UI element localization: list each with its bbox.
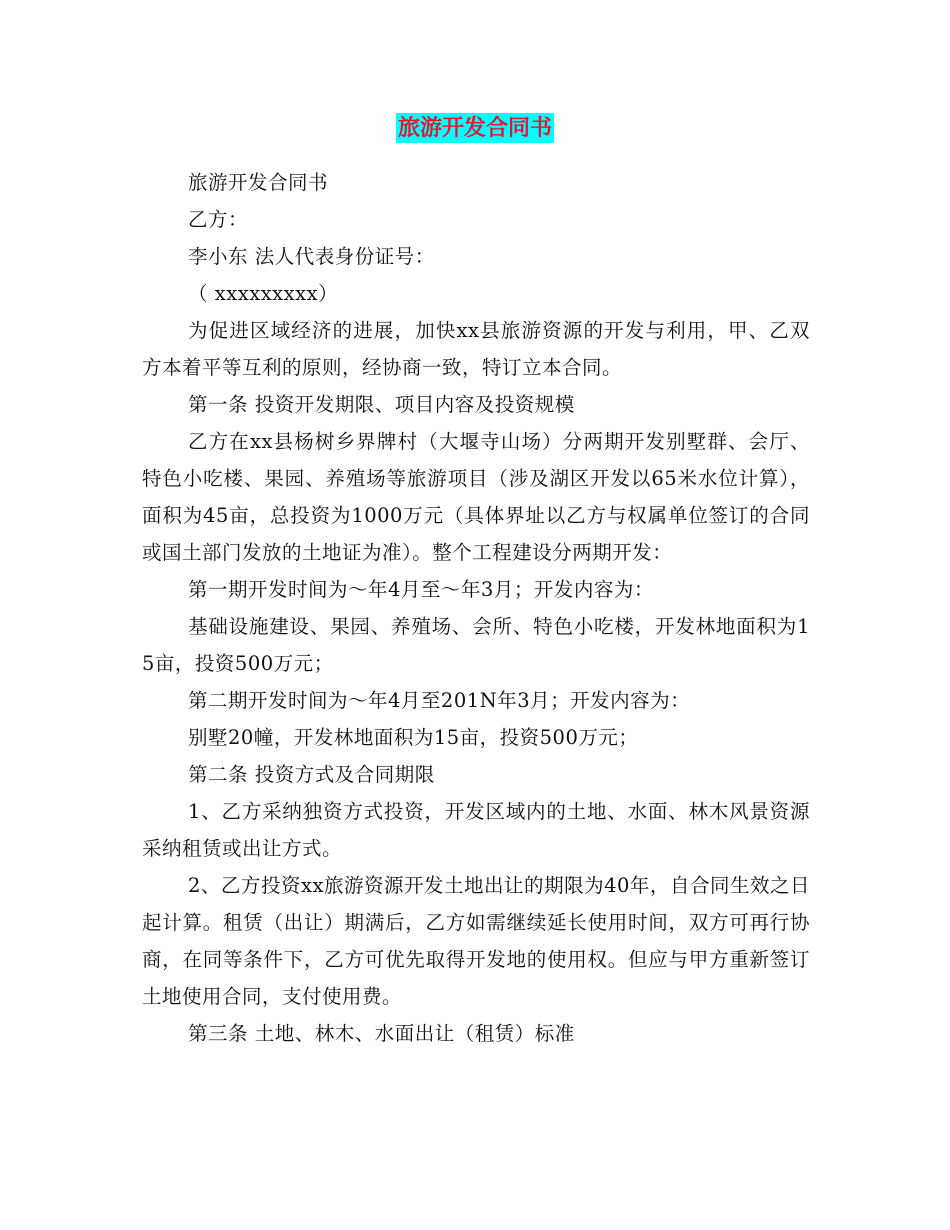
paragraph: 别墅20幢，开发林地面积为15亩，投资500万元； — [188, 726, 639, 749]
paragraph: 旅游开发合同书 — [188, 171, 329, 194]
document-body — [142, 164, 810, 1052]
paragraph: 第二期开发时间为～年4月至201N年3月；开发内容为： — [188, 689, 691, 712]
title-container — [0, 113, 950, 143]
document-title: 旅游开发合同书 — [397, 115, 552, 141]
paragraph: 基础设施建设、果园、养殖场、会所、特色小吃楼，开发林地面积为15亩，投资500万元； — [142, 615, 810, 675]
paragraph: 第一条 投资开发期限、项目内容及投资规模 — [188, 393, 575, 416]
paragraph: 乙方在xx县杨树乡界牌村（大堰寺山场）分两期开发别墅群、会厅、特色小吃楼、果园、养殖场等旅游项目（涉及湖区开发以65米水位计算），面积为45亩，总投资为1000万元（具体界址以乙方与权属单位签订的合同或国土部门发放的土地证为准）。整个工程建设分两期开发： — [142, 430, 810, 564]
paragraph: 李小东 法人代表身份证号： — [188, 245, 435, 268]
paragraph: 乙方： — [188, 208, 249, 231]
paragraph: 为促进区域经济的进展，加快xx县旅游资源的开发与利用，甲、乙双方本着平等互利的原则，经协商一致，特订立本合同。 — [142, 319, 810, 379]
paragraph: 1、乙方采纳独资方式投资，开发区域内的土地、水面、林木风景资源采纳租赁或出让方式。 — [142, 800, 810, 860]
paragraph: 第三条 土地、林木、水面出让（租赁）标准 — [188, 1022, 575, 1045]
paragraph: 第二条 投资方式及合同期限 — [188, 763, 435, 786]
paragraph: 2、乙方投资xx旅游资源开发土地出让的期限为40年，自合同生效之日起计算。租赁（出让）期满后，乙方如需继续延长使用时间，双方可再行协商，在同等条件下，乙方可优先取得开发地的使用权。但应与甲方重新签订土地使用合同，支付使用费。 — [142, 874, 810, 1008]
paragraph: 第一期开发时间为～年4月至～年3月；开发内容为： — [188, 578, 654, 601]
paragraph: （ xxxxxxxxx） — [188, 282, 339, 305]
